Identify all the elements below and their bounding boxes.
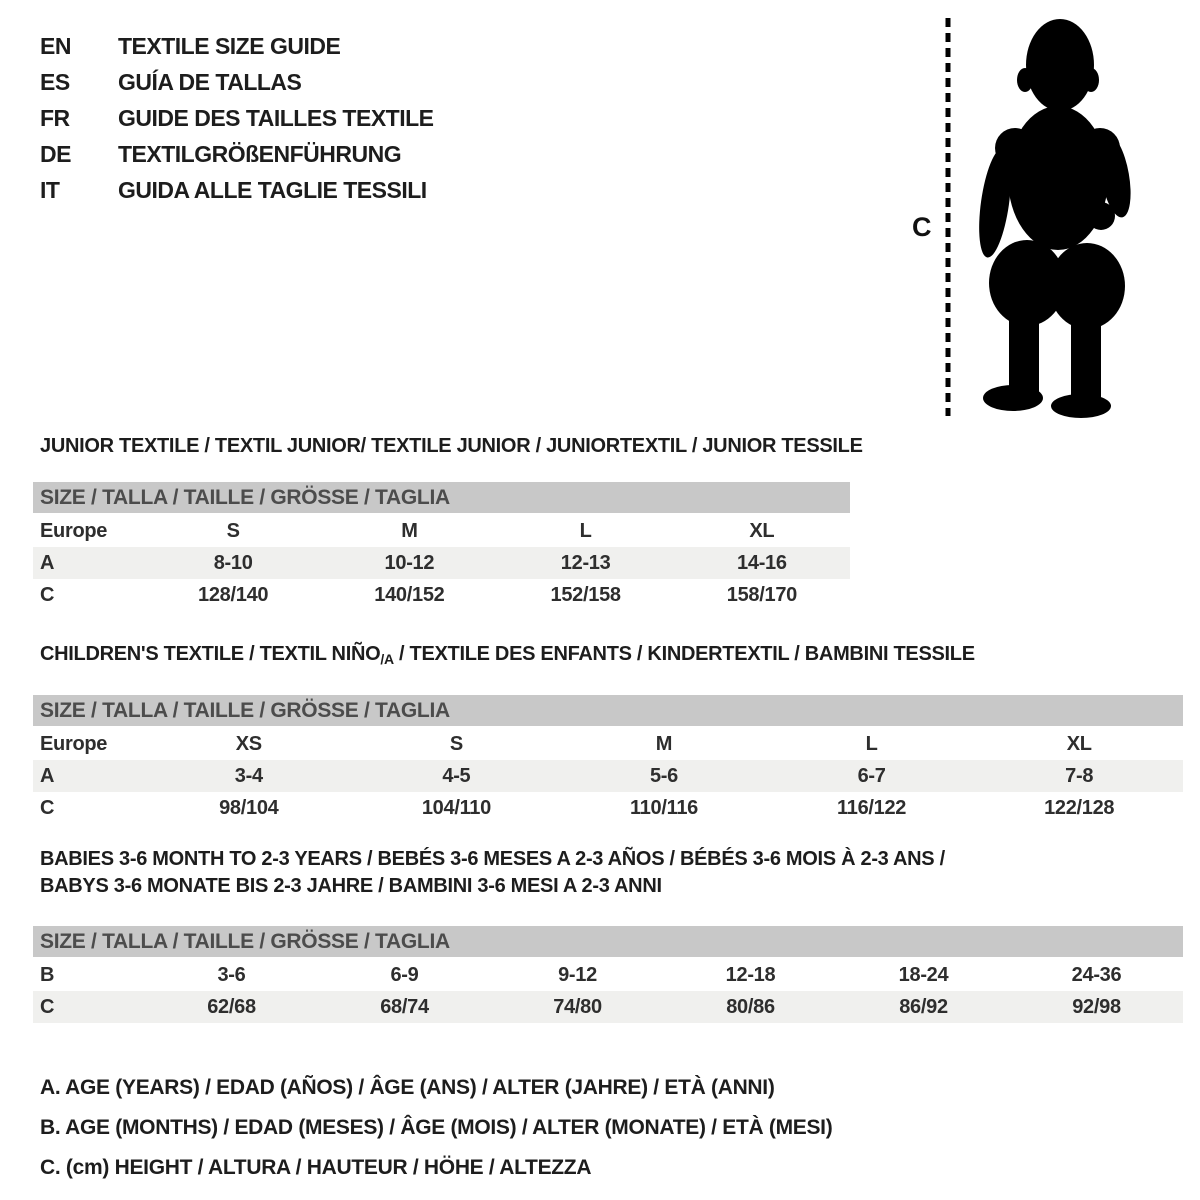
table-cell: 3-6: [217, 964, 246, 986]
language-title: GUIDA ALLE TAGLIE TESSILI: [118, 176, 427, 203]
measure-legend: [40, 1068, 832, 1188]
row-label: C: [40, 996, 55, 1018]
table-cell: 122/128: [1044, 797, 1115, 819]
table-cell: 86/92: [899, 996, 948, 1018]
table-cell: 68/74: [380, 996, 429, 1018]
language-code: DE: [40, 140, 71, 167]
junior-size-table: [33, 482, 850, 611]
table-cell: 98/104: [219, 797, 279, 819]
table-cell: 12-18: [725, 964, 776, 986]
table-cell: 6-7: [857, 765, 886, 787]
language-row: [40, 172, 434, 208]
table-cell: 3-4: [234, 765, 263, 787]
table-cell: M: [655, 733, 673, 755]
language-title: GUIDE DES TAILLES TEXTILE: [118, 104, 434, 131]
language-row: [40, 136, 434, 172]
size-table-header: SIZE / TALLA / TAILLE / GRÖSSE / TAGLIA: [33, 482, 850, 513]
row-label: A: [40, 765, 55, 787]
table-cell: 9-12: [558, 964, 597, 986]
language-title: TEXTILE SIZE GUIDE: [118, 32, 341, 59]
table-cell: 18-24: [898, 964, 949, 986]
toddler-silhouette-image: [965, 18, 1135, 423]
language-list: [40, 28, 434, 208]
table-cell: XS: [235, 733, 262, 755]
table-row: [33, 547, 850, 579]
row-label: C: [40, 797, 55, 819]
toddler-silhouette: [973, 19, 1135, 418]
section-title-line: BABIES 3-6 MONTH TO 2-3 YEARS / BEBÉS 3-6 MESES A 2-3 AÑOS / BÉBÉS 3-6 MOIS À 2-3 ANS /: [40, 848, 945, 870]
section-title-line: BABYS 3-6 MONATE BIS 2-3 JAHRE / BAMBINI 3-6 MESI A 2-3 ANNI: [40, 875, 662, 897]
table-cell: 110/116: [629, 797, 698, 819]
babies-textile-section: [33, 846, 1183, 1023]
row-label: A: [40, 552, 55, 574]
language-title: TEXTILGRÖßENFÜHRUNG: [118, 140, 402, 167]
row-label: C: [40, 584, 55, 606]
children-textile-section: [33, 641, 1183, 824]
row-label: B: [40, 964, 55, 986]
table-row: [33, 792, 1183, 824]
section-title-line: JUNIOR TEXTILE / TEXTIL JUNIOR/ TEXTILE JUNIOR / JUNIORTEXTIL / JUNIOR TESSILE: [40, 435, 863, 457]
table-cell: 62/68: [207, 996, 256, 1018]
table-cell: M: [401, 520, 418, 542]
table-cell: 104/110: [421, 797, 491, 819]
size-table-header: SIZE / TALLA / TAILLE / GRÖSSE / TAGLIA: [33, 926, 1183, 957]
table-cell: 14-16: [737, 552, 787, 574]
row-label: Europe: [40, 520, 108, 542]
junior-textile-section: [33, 433, 863, 611]
table-cell: 12-13: [560, 552, 611, 574]
table-cell: XL: [749, 520, 775, 542]
section-title-junior: [33, 433, 863, 460]
table-cell: S: [226, 520, 240, 542]
title-prefix: CHILDREN'S TEXTILE / TEXTIL NIÑO: [40, 643, 381, 665]
children-size-table: [33, 695, 1183, 824]
language-row: [40, 100, 434, 136]
language-row: [40, 28, 434, 64]
table-cell: L: [865, 733, 878, 755]
table-cell: 128/140: [198, 584, 269, 606]
table-cell: 80/86: [726, 996, 775, 1018]
babies-size-table: [33, 926, 1183, 1023]
language-code: ES: [40, 68, 70, 95]
table-cell: 7-8: [1065, 765, 1094, 787]
legend-line: A. AGE (YEARS) / EDAD (AÑOS) / ÂGE (ANS) / ALTER (JAHRE) / ETÀ (ANNI): [40, 1076, 775, 1099]
table-row: [33, 760, 1183, 792]
table-row: [33, 991, 1183, 1023]
section-title-line: [40, 641, 1183, 673]
table-cell: L: [579, 520, 592, 542]
legend-line: C. (cm) HEIGHT / ALTURA / HAUTEUR / HÖHE / ALTEZZA: [40, 1156, 592, 1179]
language-code: EN: [40, 32, 71, 59]
height-measure-line: [945, 18, 951, 421]
table-cell: 10-12: [384, 552, 435, 574]
title-subscript: /A: [380, 651, 394, 667]
table-row: [33, 579, 850, 611]
table-cell: 24-36: [1071, 964, 1122, 986]
row-label: Europe: [40, 733, 108, 755]
section-title-babies: [33, 846, 1183, 900]
table-cell: 140/152: [374, 584, 445, 606]
measure-label-c: C: [912, 212, 932, 242]
section-title-children: [33, 641, 1183, 673]
table-row: [33, 959, 1183, 991]
table-cell: 5-6: [649, 765, 678, 787]
language-code: IT: [40, 176, 60, 203]
table-cell: 6-9: [390, 964, 419, 986]
language-row: [40, 64, 434, 100]
legend-line: B. AGE (MONTHS) / EDAD (MESES) / ÂGE (MOIS) / ALTER (MONATE) / ETÀ (MESI): [40, 1116, 833, 1139]
size-table-header: SIZE / TALLA / TAILLE / GRÖSSE / TAGLIA: [33, 695, 1183, 726]
table-cell: 158/170: [726, 584, 797, 606]
table-cell: 116/122: [837, 797, 907, 819]
table-cell: XL: [1066, 733, 1092, 755]
table-cell: 152/158: [550, 584, 621, 606]
language-code: FR: [40, 104, 70, 131]
table-cell: 92/98: [1072, 996, 1121, 1018]
language-title: GUÍA DE TALLAS: [118, 68, 302, 95]
table-row: [33, 728, 1183, 760]
table-cell: S: [449, 733, 463, 755]
table-row: [33, 515, 850, 547]
table-cell: 8-10: [213, 552, 253, 574]
table-cell: 4-5: [442, 765, 471, 787]
title-suffix: / TEXTILE DES ENFANTS / KINDERTEXTIL / BAMBINI TESSILE: [393, 643, 975, 665]
table-cell: 74/80: [553, 996, 602, 1018]
